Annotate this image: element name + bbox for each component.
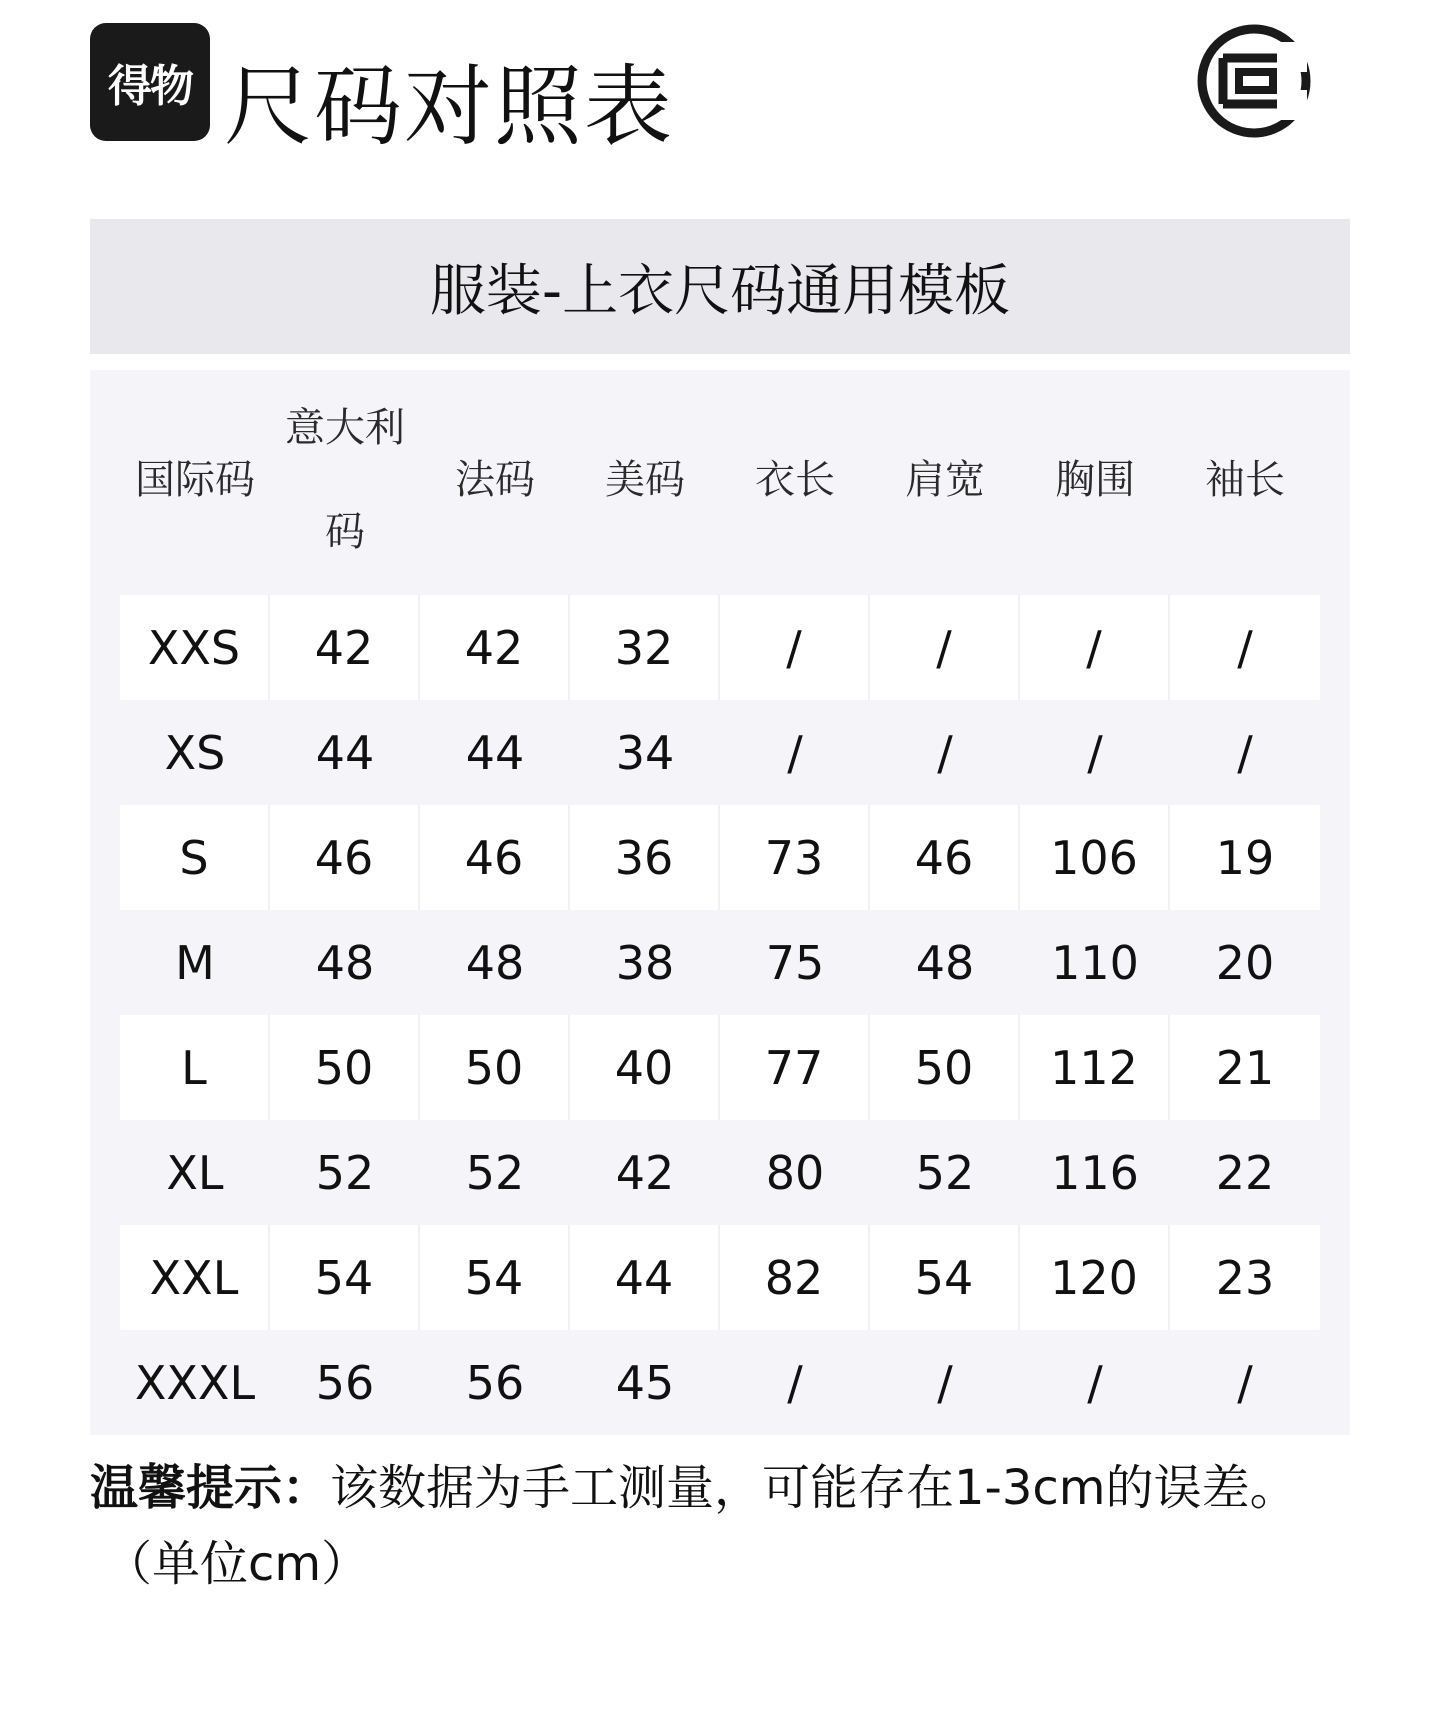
table-cell: 42	[615, 1145, 675, 1200]
table-cell: 32	[570, 595, 720, 700]
table-cell: 52	[465, 1145, 525, 1200]
table-cell: 52	[315, 1145, 375, 1200]
table-cell: /	[937, 725, 953, 780]
table-cell: /	[1020, 595, 1170, 700]
app-logo	[90, 23, 210, 141]
table-cell: XXXL	[134, 1355, 256, 1410]
clot-logo-icon	[1195, 22, 1313, 140]
table-cell: /	[787, 725, 803, 780]
table-cell: 48	[465, 935, 525, 990]
table-cell: 54	[870, 1225, 1020, 1330]
col-header-us: 美码	[605, 457, 685, 503]
banner-title: 服装-上衣尺码通用模板	[429, 258, 1011, 324]
table-cell: 80	[765, 1145, 825, 1200]
table-cell: 75	[765, 935, 825, 990]
table-cell: 45	[615, 1355, 675, 1410]
table-cell: /	[937, 1355, 953, 1410]
table-row	[120, 910, 1320, 1015]
table-cell: 106	[1020, 805, 1170, 910]
size-table	[90, 370, 1350, 1435]
col-header-france: 法码	[455, 457, 535, 503]
col-header-italy: 意大利码	[285, 405, 405, 555]
table-cell: XXS	[120, 595, 270, 700]
table-row	[120, 700, 1320, 805]
table-cell: 52	[915, 1145, 975, 1200]
table-cell: 56	[315, 1355, 375, 1410]
table-row	[120, 1225, 1320, 1330]
table-cell: 112	[1020, 1015, 1170, 1120]
table-cell: /	[720, 595, 870, 700]
table-cell: /	[1237, 1355, 1253, 1410]
table-cell: 21	[1170, 1015, 1320, 1120]
table-cell: 46	[420, 805, 570, 910]
table-cell: 77	[720, 1015, 870, 1120]
table-cell: 50	[270, 1015, 420, 1120]
col-header-intl: 国际码	[135, 457, 255, 503]
table-cell: /	[1237, 725, 1253, 780]
note-label: 温馨提示：	[90, 1460, 331, 1516]
table-row	[120, 1330, 1320, 1435]
col-header-chest: 胸围	[1055, 457, 1135, 503]
table-cell: 48	[915, 935, 975, 990]
table-cell: 54	[270, 1225, 420, 1330]
table-cell: 20	[1215, 935, 1275, 990]
table-cell: /	[1170, 595, 1320, 700]
table-cell: 54	[420, 1225, 570, 1330]
table-row	[120, 1015, 1320, 1120]
table-cell: 42	[270, 595, 420, 700]
table-cell: 19	[1170, 805, 1320, 910]
table-cell: 73	[720, 805, 870, 910]
table-cell: 50	[870, 1015, 1020, 1120]
table-row	[120, 805, 1320, 910]
template-banner	[90, 219, 1350, 354]
table-cell: 42	[420, 595, 570, 700]
table-cell: 82	[720, 1225, 870, 1330]
note-unit: （单位cm）	[104, 1536, 370, 1592]
app-logo-text: 得物	[108, 61, 192, 112]
table-cell: 34	[615, 725, 675, 780]
table-cell: XXL	[120, 1225, 270, 1330]
table-cell: 120	[1020, 1225, 1170, 1330]
table-cell: 40	[570, 1015, 720, 1120]
table-cell: 44	[465, 725, 525, 780]
table-cell: 56	[465, 1355, 525, 1410]
table-cell: /	[787, 1355, 803, 1410]
note-text: 该数据为手工测量，可能存在1-3cm的误差。	[330, 1460, 1298, 1516]
col-header-shoulder: 肩宽	[905, 457, 985, 503]
col-header-length: 衣长	[755, 457, 835, 503]
table-cell: 23	[1170, 1225, 1320, 1330]
table-cell: M	[175, 935, 215, 990]
table-cell: 50	[420, 1015, 570, 1120]
table-cell: 44	[315, 725, 375, 780]
table-cell: /	[1087, 1355, 1103, 1410]
table-row	[120, 595, 1320, 700]
table-cell: 110	[1051, 935, 1139, 990]
table-row	[120, 1120, 1320, 1225]
table-cell: 116	[1051, 1145, 1139, 1200]
table-cell: 46	[270, 805, 420, 910]
col-header-sleeve: 袖长	[1205, 457, 1285, 503]
table-cell: S	[120, 805, 270, 910]
table-cell: 48	[315, 935, 375, 990]
table-cell: 46	[870, 805, 1020, 910]
size-grid	[120, 595, 1320, 1435]
table-cell: /	[870, 595, 1020, 700]
table-cell: L	[120, 1015, 270, 1120]
table-cell: 38	[615, 935, 675, 990]
table-cell: /	[1087, 725, 1103, 780]
table-cell: 44	[570, 1225, 720, 1330]
page-title: 尺码对照表	[224, 55, 675, 158]
table-cell: 36	[570, 805, 720, 910]
table-cell: XS	[164, 725, 226, 780]
table-cell: XL	[166, 1145, 224, 1200]
measurement-note	[90, 1450, 1390, 1602]
table-cell: 22	[1215, 1145, 1275, 1200]
